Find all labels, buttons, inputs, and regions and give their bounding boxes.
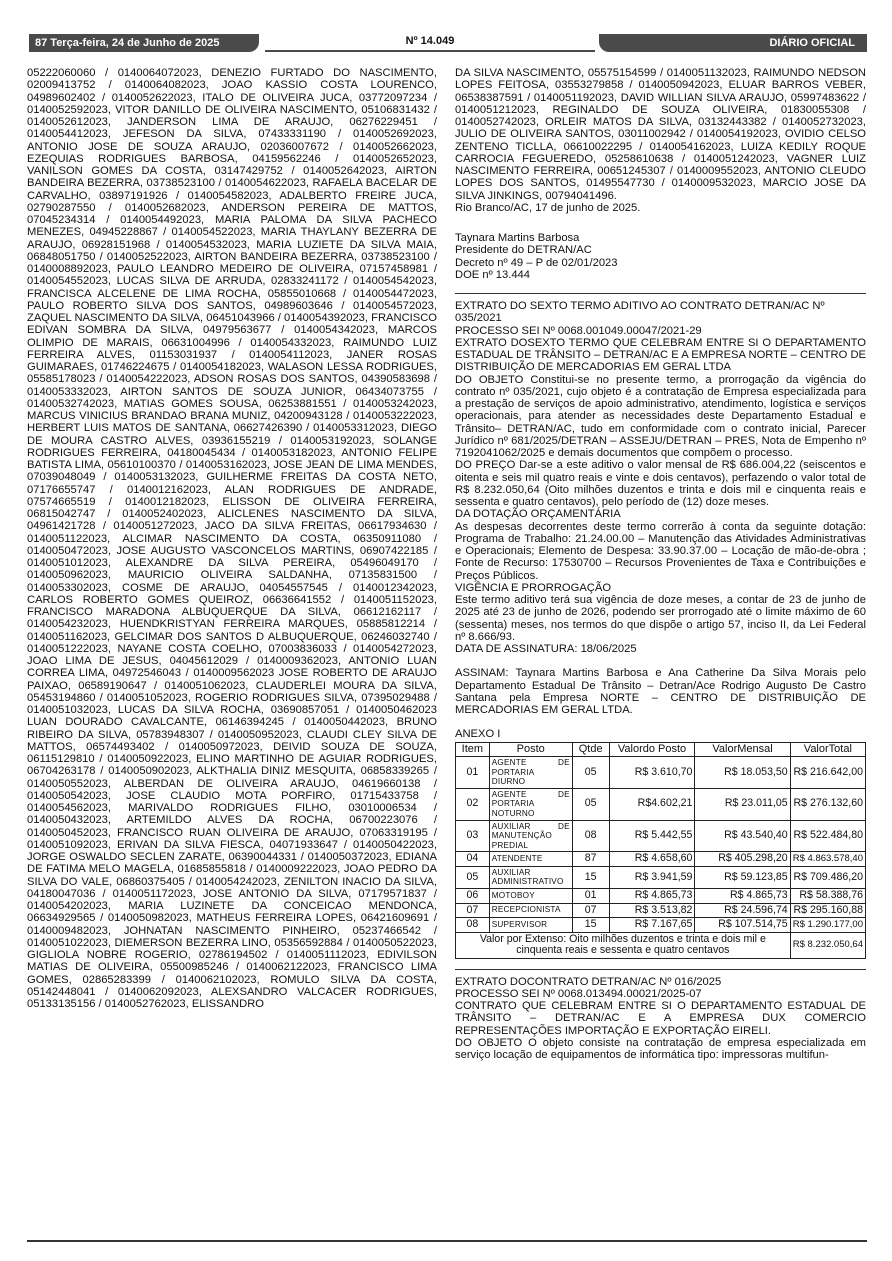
cell-valor-total: R$ 1.290.177,00 xyxy=(790,918,865,933)
page-header xyxy=(29,34,867,52)
cell-valor-posto: R$ 3.513,82 xyxy=(609,903,695,918)
issue-number: Nº 14.049 xyxy=(405,35,455,47)
page-number-date: 87 Terça-feira, 24 de Junho de 2025 xyxy=(29,34,259,52)
cell-valor-posto: R$ 4.658,60 xyxy=(609,852,695,867)
section-divider xyxy=(455,969,866,970)
cell-valor-mensal: R$ 23.011,05 xyxy=(695,788,790,820)
table-row xyxy=(456,866,866,888)
cell-qtde: 07 xyxy=(572,903,609,918)
extract2-object: DO OBJETO O objeto consiste na contratação de empresa especializada em serviço locação de equipamentos de informática tipo: impressoras multifun- xyxy=(455,1036,866,1062)
extract1-title: EXTRATO DO SEXTO TERMO ADITIVO AO CONTRATO DETRAN/AC Nº 035/2021 xyxy=(455,300,825,325)
cell-valor-total: R$ 4.863.578,40 xyxy=(790,852,865,867)
header-posto: Posto xyxy=(489,742,572,757)
cell-valor-total: R$ 276.132,60 xyxy=(790,788,865,820)
cell-valor-total: R$ 709.486,20 xyxy=(790,866,865,888)
cell-valor-mensal: R$ 18.053,50 xyxy=(695,757,790,789)
cell-qtde: 05 xyxy=(572,757,609,789)
cell-valor-total: R$ 522.484,80 xyxy=(790,820,865,852)
cell-item: 03 xyxy=(456,820,490,852)
cell-item: 05 xyxy=(456,866,490,888)
annex-title: ANEXO I xyxy=(455,728,501,741)
cell-valor-total: R$ 58.388,76 xyxy=(790,889,865,904)
table-row xyxy=(456,820,866,852)
cell-posto: ATENDENTE xyxy=(489,852,572,867)
cell-valor-mensal: R$ 4.865,73 xyxy=(695,889,790,904)
header-valor-total: ValorTotal xyxy=(790,742,865,757)
cell-valor-total: R$ 216.642,00 xyxy=(790,757,865,789)
extract1-validity: Este termo aditivo terá sua vigência de doze meses, a contar de 23 de junho de 2025 até 23 de junho de 2026, podendo ser prorrogado até o limite máximo de 60 (sessenta) meses, nos termos do que dispõe o artigo 57, inciso II, da Lei Federal nº 8.666/93. xyxy=(455,594,866,643)
total-in-words: Valor por Extenso: Oito milhões duzentos e trinta e dois mil e cinquenta reais e sessenta e quatro centavos xyxy=(456,932,791,958)
cell-item: 06 xyxy=(456,889,490,904)
cell-valor-posto: R$ 3.610,70 xyxy=(609,757,695,789)
table-row xyxy=(456,788,866,820)
total-value: R$ 8.232.050,64 xyxy=(790,932,865,958)
cell-valor-posto: R$ 4.865,73 xyxy=(609,889,695,904)
place-date: Rio Branco/AC, 17 de junho de 2025. xyxy=(455,201,641,214)
cell-qtde: 01 xyxy=(572,889,609,904)
extract1-budget: As despesas decorrentes deste termo correrão à conta da seguinte dotação: Programa de Trabalho: 21.24.00.00 – Manutenção das Atividades Administrativas e Operacionais; Elemento de Despesa: 33.90.37.00 – Locação de mão-de-obra ; Fonte de Recurso: 17530700 – Recursos Provenientes de Taxa e Contribuições e Preços Públicos. xyxy=(455,520,866,582)
cell-qtde: 15 xyxy=(572,866,609,888)
cell-valor-posto: R$ 7.167,65 xyxy=(609,918,695,933)
cell-qtde: 15 xyxy=(572,918,609,933)
cell-posto: AUXILIAR DE MANUTENÇÃO PREDIAL xyxy=(489,820,572,852)
signer-name: Taynara Martins Barbosa xyxy=(455,232,580,244)
section-divider xyxy=(455,293,866,294)
cell-item: 04 xyxy=(456,852,490,867)
name-list-text: 05222060060 / 0140064072023, DENEZIO FURTADO DO NASCIMENTO, 02009413752 / 0140064082023, JOAO KASSIO COSTA LOURENCO, 04989602402 / 0140052622023, ITALO DE OLIVEIRA JUCA, 03772097234 / 0140052592023, VITOR DANILLO DE OLIVEIRA NASCIMENTO, 05106831432 / 0140052612023, JANDERSON LIMA DE ARAUJO, 06276229451 / 0140054412023, JEFESON DA SILVA, 07433331190 / 0140052692023, ANTONIO JOSE DE SOUZA ARAUJO, 02036007672 / 0140052662023, EZEQUIAS RODRIGUES BARBOSA, 04159562246 / 0140052652023, VANILSON GOMES DA COSTA, 03147429752 / 0140052642023, AIRTON BANDEIRA BEZERRA, 03738523100 / 0140054622023, RAFAELA BACELAR DE CARVALHO, 03897191926 / 0140054582023, ADALBERTO FREIRE JUCA, 02790287550 / 0140052682023, ANDERSON PEREIRA DE MATTOS, 07045234314 / 0140054492023, MARIA PALOMA DA SILVA PACHECO MENEZES, 04945228867 / 0140054522023, MARIA THAYLANY BEZERRA DE ARAUJO, 06928151968 / 0140054532023, MARIA LUZIETE DA SILVA MAIA, 06848051750 / 0140052522023, AIRTON BANDEIRA BEZERRA, 03738523100 / 0140008892023, PAULO LEANDRO MEDEIRO DE OLIVEIRA, 07157458981 / 0140054552023, LUCAS SILVA DE ARRUDA, 02833241172 / 0140054542023, FRANCISCA ALCELENE DE LIMA ROCHA, 05855010668 / 0140054472023, PAULO ROBERTO SILVA DOS SANTOS, 04989603646 / 0140054572023, ZAQUEL NASCIMENTO DA SILVA, 06451043966 / 0140054392023, FRANCISCO EDIVAN SOMBRA DA SILVA, 04979563677 / 0140054342023, MARCOS OLIMPIO DE MARAIS, 06631004996 / 0140054332023, RAIMUNDO LUIZ FERREIRA ALVES, 01153031937 / 0140054112023, JANER ROSAS GUIMARAES, 01746224675 / 0140054182023, WALASON LESSA RODRIGUES, 05585178023 / 0140054222023, ADSON ROSAS DOS SANTOS, 04390583698 / 0140053332023, AIRTON SANTOS DE SOUZA JUNIOR, 06434073755 / 01400532742023, MATIAS GOMES SOUSA, 06253881551 / 0140053242023, MARCUS VINICIUS BRANDAO BRANA MUNIZ, 04200943128 / 0140053222023, HERBERT LUIS MATOS DE SANTANA, 06627426390 / 0140053312023, DIEGO DE MOURA CASTRO ALVES, 03936155219 / 0140053192023, SOLANGE RODRIGUES FERREIRA, 04180045434 / 0140053182023, ANTONIO FELIPE BATISTA LIMA, 05610100370 / 0140053162023, JOSE JEAN DE LIMA MENDES, 07039048049 / 0140053132023, GUILHERME FREITAS DA COSTA NETO, 07176655747 / 0140012162023, ALAN RODRIGUES DE ANDRADE, 07574665519 / 0140012182023, ELISSON DE OLIVEIRA FERREIRA, 06815042747 / 0140052402023, ALICLENES NASCIMENTO DA SILVA, 04961421728 / 0140051272023, JACO DA SILVA FREITAS, 06617934630 / 0140051122023, ALCIMAR NASCIMENTO DA COSTA, 06350911080 / 0140050472023, JOSE AUGUSTO VASCONCELOS MARTINS, 06907422185 / 0140051012023, ALEXANDRE DA SILVA PEREIRA, 05496049170 / 0140050962023, MAURICIO OLIVEIRA SALDANHA, 07135831500 / 0140053302023, COSME DE ARAUJO, 04054557545 / 0140012342023, CARLOS ROBERTO GOMES QUEIROZ, 06636641552 / 0140051152023, FRANCISCO MARADONA ALBUQUERQUE DA SILVA, 06612162117 / 0140054232023, HUENDKRISTYAN FERREIRA MARQUES, 05885812214 / 0140051162023, GELCIMAR DOS SANTOS D ALBUQUERQUE, 06246032740 / 0140051222023, NAYANE COSTA COELHO, 07003836033 / 0140054272023, JOAO LIMA DE JESUS, 04045612029 / 0140009362023, ANTONIO LUAN CORREA LIMA, 04972546043 / 0140009562023 JOSE ROBERTO DE ARAUJO PAIXAO, 06589190647 / 0140051062023, CLAUDERLEI MOURA DA SILVA, 05453194860 / 0140051052023, ROGERIO RODRIGUES SILVA, 07395029488 / 0140051032023, LUCAS DA SILVA ROCHA, 03690857051 / 0140050462023 LUAN DOURADO CAVALCANTE, 06146394245 / 0140050442023, BRUNO RIBEIRO DA SILVA, 05783948307 / 0140050952023, CLAUDI CLEY SILVA DE MATTOS, 06574493402 / 0140050972023, DEIVID SOUZA DE SOUZA, 06115129810 / 0140050922023, ELINO MARTINHO DE AGUIAR RODRIGUES, 06704263178 / 0140050902023, ALKTHALIA DINIZ MESQUITA, 06858339265 / 0140050552023, ALBERDAN DE OLIVEIRA ARAUJO, 04619660138 / 0140050542023, JOSE CLAUDIO MOTA PORFIRO, 01715433758 / 0140054562023, MARIVALDO RODRIGUES FILHO, 03010006534 / 0140050432023, ARTEMILDO ALVES DA ROCHA, 06700223076 / 0140050452023, FRANCISCO RUAN OLIVEIRA DE ARAUJO, 07063319195 / 0140051092023, ERIVAN DA SILVA FIESCA, 04071933647 / 0140050422023, JORGE OSWALDO SECLEN ZARATE, 06390044331 / 0140050372023, EDIANA DE FATIMA MELO MAGELA, 01685855818 / 0140009222023, JOAO PEDRO DA SILVA DO VALE, 06860375405 / 0140054242023, ZENILTON INACIO DA SILVA, 04180047036 / 0140051172023, JOSE ANTONIO DA SILVA, 07179571837 / 0140054202023, MARIA LUZINETE DA CONCEICAO MENDONCA, 06634929565 / 0140050982023, MATHEUS FERREIRA LOPES, 06421609691 / 0140009482023, JOHNATAN NASCIMENTO PINHEIRO, 05237466542 / 0140051022023, DIEMERSON BEZERRA LINO, 05356592884 / 0140050522023, GIGLIOLA NOBRE ROGERIO, 02786194502 / 0140051112023, EDIVILSON MATIAS DE OLIVEIRA, 05500985246 / 0140062122023, FRANCISCO LIMA GOMES, 02865283399 / 0140062102023, ROMULO SILVA DA COSTA, 05142448041 / 0140062092023, ALEXSANDRO VALCACER RODRIGUES, 05133135156 / 0140052762023, ELISSANDRO xyxy=(27,67,438,1010)
cell-posto: RECEPCIONISTA xyxy=(489,903,572,918)
cell-valor-mensal: R$ 59.123,85 xyxy=(695,866,790,888)
signer-decree: Decreto nº 49 – P de 02/01/2023 xyxy=(455,256,618,269)
header-valor-mensal: ValorMensal xyxy=(695,742,790,757)
publication-name: DIÁRIO OFICIAL xyxy=(599,34,867,52)
extract1-budget-heading: DA DOTAÇÃO ORÇAMENTÁRIA xyxy=(455,508,621,521)
cell-valor-mensal: R$ 24.596,74 xyxy=(695,903,790,918)
cell-qtde: 05 xyxy=(572,788,609,820)
cell-posto: AGENTE DE PORTARIA NOTURNO xyxy=(489,788,572,820)
header-qtde: Qtde xyxy=(572,742,609,757)
cell-valor-mensal: R$ 405.298,20 xyxy=(695,852,790,867)
annex-header-row xyxy=(456,742,866,757)
signer-doe: DOE nº 13.444 xyxy=(455,268,530,281)
cell-valor-posto: R$ 5.442,55 xyxy=(609,820,695,852)
cell-item: 07 xyxy=(456,903,490,918)
cell-valor-posto: R$4.602,21 xyxy=(609,788,695,820)
cell-posto: MOTOBOY xyxy=(489,889,572,904)
cell-posto: SUPERVISOR xyxy=(489,918,572,933)
extract2-process: PROCESSO SEI Nº 0068.013494.00021/2025-07 xyxy=(455,987,702,1000)
table-row xyxy=(456,889,866,904)
table-row xyxy=(456,852,866,867)
right-column xyxy=(455,67,866,1061)
signer-role: Presidente do DETRAN/AC xyxy=(455,244,592,257)
left-column xyxy=(27,67,437,1010)
header-item: Item xyxy=(456,742,490,757)
extract1-signers: ASSINAM: Taynara Martins Barbosa e Ana Catherine Da Silva Morais pelo Departamento Estadual De Trânsito – Detran/Ace Rodrigo Augusto De Castro Santana pela Empresa NORTE – CENTRO DE DISTRIBUIÇÃO DE MERCADORIAS EM GERAL LTDA. xyxy=(455,667,866,716)
table-total-row xyxy=(456,932,866,958)
table-row xyxy=(456,903,866,918)
cell-item: 02 xyxy=(456,788,490,820)
extract1-price: DO PREÇO Dar-se a este aditivo o valor mensal de R$ 686.004,22 (seiscentos e oitenta e seis mil quatro reais e vinte e dois centavos), perfazendo o valor total de R$ 8.232.050,64 (Oito milhões duzentos e trinta e dois mil e cinquenta reais e sessenta e quatro centavos), pelo período de (12) doze meses. xyxy=(455,459,866,508)
extract2-title: EXTRATO DOCONTRATO DETRAN/AC Nº 016/2025 xyxy=(455,975,722,988)
table-row xyxy=(456,918,866,933)
page-bottom-rule xyxy=(27,1240,867,1242)
header-valor-posto: Valordo Posto xyxy=(609,742,695,757)
extract1-validity-heading: VIGÊNCIA E PRORROGAÇÃO xyxy=(455,581,612,594)
extract1-intro: EXTRATO DOSEXTO TERMO QUE CELEBRAM ENTRE SI O DEPARTAMENTO ESTADUAL DE TRÂNSITO – DETRAN/AC E A EMPRESA NORTE – CENTRO DE DISTRIBUIÇÃO DE MERCADORIAS EM GERAL LTDA xyxy=(455,336,866,374)
cell-valor-posto: R$ 3.941,59 xyxy=(609,866,695,888)
cell-qtde: 87 xyxy=(572,852,609,867)
extract2-intro: CONTRATO QUE CELEBRAM ENTRE SI O DEPARTAMENTO ESTADUAL DE TRÂNSITO – DETRAN/AC E A EMPRESA DUX COMERCIO REPRESENTAÇÕES IMPORTAÇÃO E EXPORTAÇÃO EIRELI. xyxy=(455,1000,866,1037)
extract1-signature-date: DATA DE ASSINATURA: 18/06/2025 xyxy=(455,643,637,655)
cell-valor-mensal: R$ 43.540,40 xyxy=(695,820,790,852)
table-row xyxy=(456,757,866,789)
cell-posto: AGENTE DE PORTARIA DIURNO xyxy=(489,757,572,789)
cell-valor-total: R$ 295.160,88 xyxy=(790,903,865,918)
annex-table xyxy=(455,742,866,959)
name-list-continuation: DA SILVA NASCIMENTO, 05575154599 / 0140051132023, RAIMUNDO NEDSON LOPES FEITOSA, 03553279858 / 0140050942023, ELUAR BARROS VEBER, 06538387591 / 0140051192023, DAVID WILLIAN SILVA ARAUJO, 05997483622 / 0140051212023, REGINALDO DE SOUZA OLIVEIRA, 01830055308 / 0140052742023, ORLEIR MATOS DA SILVA, 03132443382 / 0140052732023, JULIO DE OLIVEIRA SANTOS, 03011002942 / 0140054192023, OVIDIO CELSO ZENTENO TICLLA, 06610022295 / 0140054162023, LUIZA KEDILY ROQUE CARROCIA FEGUEREDO, 05258610638 / 0140051242023, VAGNER LUIZ NASCIMENTO FERREIRA, 00651245307 / 0140009552023, ANTONIO CLEUDO LOPES DOS SANTOS, 01495547730 / 0140009532023, MARCIO JOSE DA SILVA JINKINGS, 00794041496. xyxy=(455,67,866,202)
cell-valor-mensal: R$ 107.514,75 xyxy=(695,918,790,933)
cell-item: 08 xyxy=(456,918,490,933)
header-divider xyxy=(265,50,595,52)
cell-posto: AUXILIAR ADMINISTRATIVO xyxy=(489,866,572,888)
cell-item: 01 xyxy=(456,757,490,789)
extract1-object: DO OBJETO Constitui-se no presente termo, a prorrogação da vigência do contrato nº 035/2021, cujo objeto é a contratação de Empresa especializada para a prestação de serviços de apoio administrativo, atendimento, logística e serviços operacionais, para atender as necessidades deste Departamento Estadual e Trânsito– DETRAN/AC, tudo em conformidade com o contrato inicial, Parecer Jurídico nº 681/2025/DETRAN – ASSEJU/DETRAN – PRES, Nota de Empenho nº 7192041062/2025 e demais documentos que compõem o processo. xyxy=(455,373,866,459)
extract1-process: PROCESSO SEI Nº 0068.001049.00047/2021-29 xyxy=(455,324,702,337)
cell-qtde: 08 xyxy=(572,820,609,852)
